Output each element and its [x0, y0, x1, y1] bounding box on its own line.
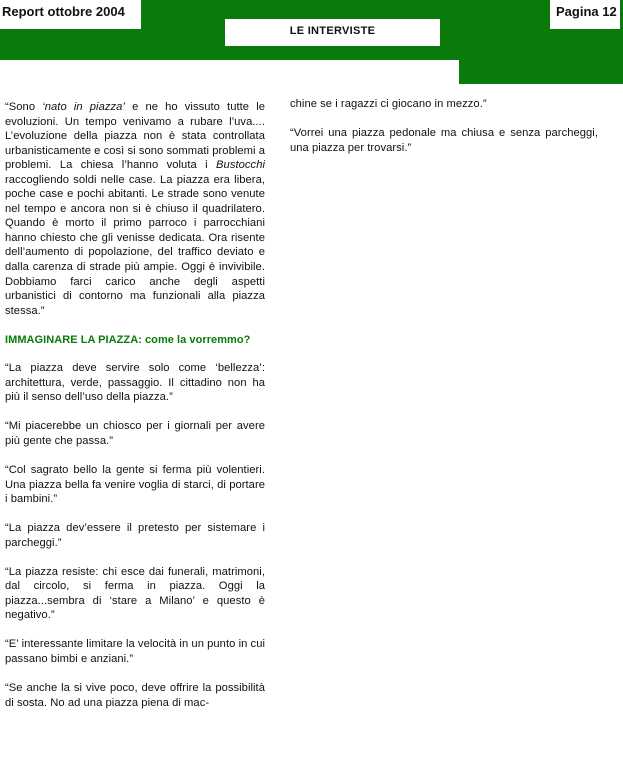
text-run: “Sono: [5, 101, 43, 113]
text-run: e ne ho vissuto tutte le evoluzioni. Un tempo venivamo a rubare l’uva.... L’evoluzione della piazza non è stata controllata urbanisticamente e così si sono sommati problemi a problemi. La chiesa l’hanno voluta i: [5, 101, 265, 172]
paragraph-intro: [5, 100, 265, 318]
quote: “La piazza dev’essere il pretesto per sistemare i parcheggi.”: [5, 522, 265, 549]
quote: “Se anche la si vive poco, deve offrire la possibilità di sosta. No ad una piazza piena di mac-: [5, 682, 265, 709]
left-column: [5, 100, 265, 710]
quote: “La piazza deve servire solo come ‘bellezza’: architettura, verde, passaggio. Il cittadino non ha più il senso dell’uso della piazza.”: [5, 362, 265, 404]
quote: “Vorrei una piazza pedonale ma chiusa e senza parcheggi, una piazza per trovarsi.”: [290, 127, 598, 154]
quote: “La piazza resiste: chi esce dai funerali, matrimoni, dal circolo, si ferma in piazza. Oggi la piazza...sembra di ‘stare a Milano’ e questo è negativo.”: [5, 565, 265, 622]
quote: “E’ interessante limitare la velocità in un punto in cui passano bimbi e anziani.”: [5, 638, 265, 665]
italic-run: ‘nato in piazza’: [42, 101, 125, 113]
subheading: IMMAGINARE LA PIAZZA: come la vorremmo?: [5, 333, 251, 346]
text-run: raccogliendo soldi nelle case. La piazza era libera, poche case e pochi abitanti. Le strade sono venute nel tempo e ancora non si è chiuso il quadrilatero. Quando è morto il primo parroco i parrocchiani hanno chiesto che gli venisse dedicata. Ora risente dell’aumento di popolazione, del traffico deviato e dalla carenza di strade più ampie. Oggi è invivibile. Dobbiamo farci carico anche degli aspetti urbanistici di contorno ma funzionali alla piazza stessa.”: [5, 173, 265, 317]
quote: “Mi piacerebbe un chiosco per i giornali per avere più gente che passa.”: [5, 420, 265, 447]
quote-continuation: chine se i ragazzi ci giocano in mezzo.”: [290, 98, 487, 110]
section-title: LE INTERVISTE: [225, 19, 440, 46]
right-column: [290, 97, 598, 170]
quote: “Col sagrato bello la gente si ferma più volentieri. Una piazza bella fa venire voglia di starci, di portare i bambini.”: [5, 463, 265, 506]
report-date: Report ottobre 2004: [0, 0, 141, 29]
header-band-extension: [459, 60, 623, 84]
page-number: Pagina 12: [550, 0, 620, 29]
italic-run: Bustocchi: [216, 159, 265, 172]
